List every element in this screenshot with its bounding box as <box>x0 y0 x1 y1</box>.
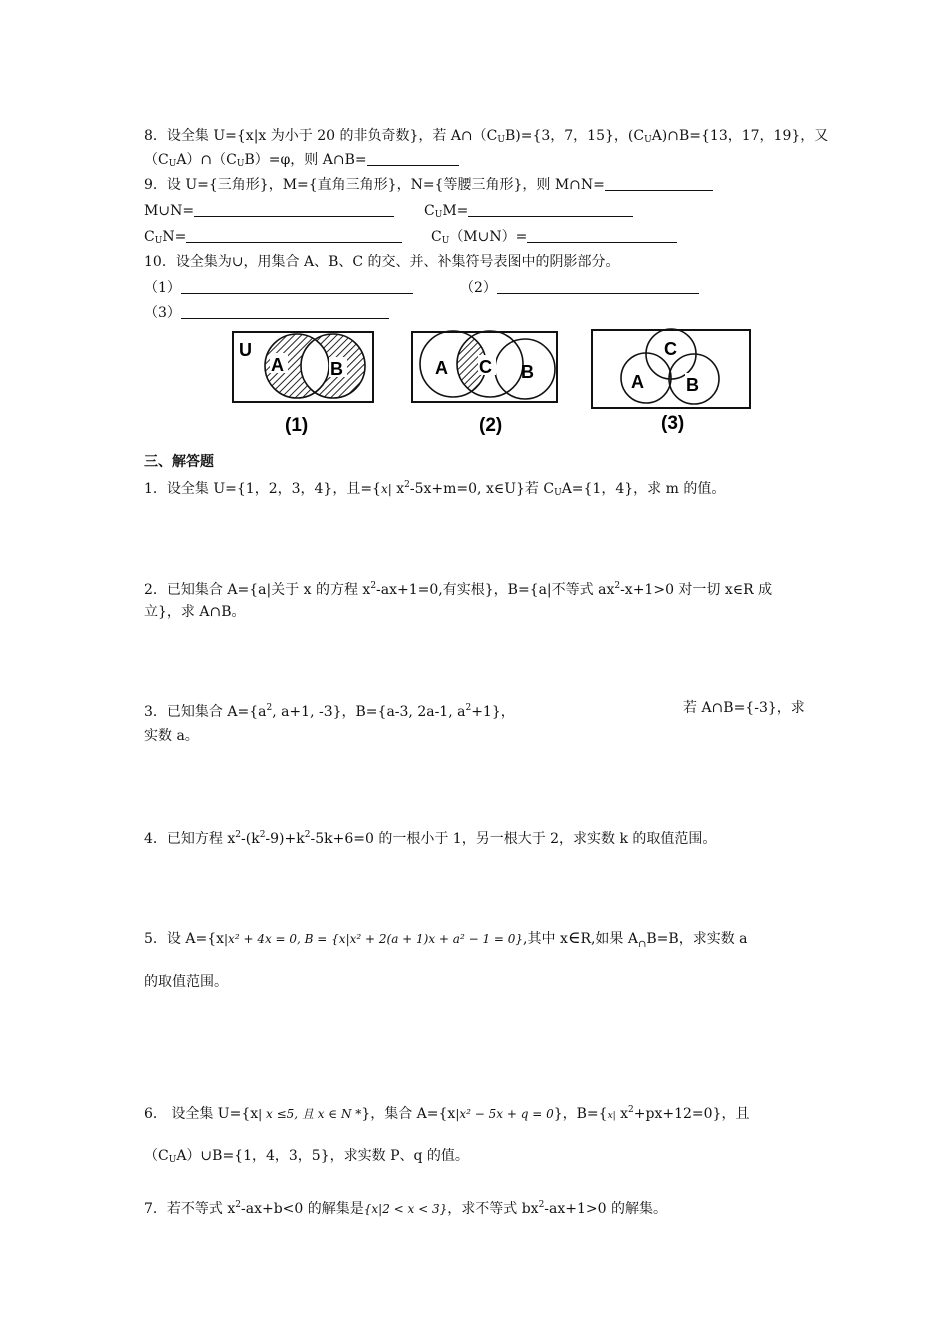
p4-sup3: 2 <box>304 830 311 840</box>
p1-sub: U <box>554 488 562 498</box>
p6-text-g: A）∪B={1，4，3，5}，求实数 P、q 的值。 <box>176 1148 469 1164</box>
venn-figure-2 <box>412 331 557 436</box>
q9-line1 <box>144 175 713 195</box>
p6-line2 <box>144 1146 469 1170</box>
q10-p1-blank[interactable] <box>181 279 413 294</box>
venn3-caption: (3) <box>661 413 685 434</box>
venn1-label-u: U <box>239 340 252 360</box>
venn2-label-a: A <box>435 358 448 378</box>
q8-text-e: A）∩（C <box>176 152 237 168</box>
q9-cumn-label: （M∪N）= <box>449 229 528 245</box>
p2-line1 <box>144 576 772 600</box>
p1-text-c: -5x+m=0, x∈U}若 C <box>409 481 555 497</box>
venn3-label-a: A <box>631 372 644 392</box>
p3-line1 <box>144 698 515 722</box>
p7-sup2: 2 <box>538 1200 545 1210</box>
p1-x: x| <box>380 482 392 496</box>
p5-equation: |x² + 4x = 0, B = {x|x² + 2(a + 1)x + a² − 1 = 0} <box>224 932 524 946</box>
q10-p1-label: （1） <box>144 280 181 296</box>
q9-union-blank[interactable] <box>194 202 394 217</box>
p1-text-d: A={1，4}，求 m 的值。 <box>561 481 726 497</box>
section3-title: 三、解答题 <box>144 454 214 470</box>
p6-text-e: +px+12=0}，且 <box>633 1106 750 1122</box>
p5-element-of: ∈ <box>567 928 581 948</box>
p7-line <box>144 1195 667 1219</box>
p3-text-b: , a+1, -3}，B={a-3, 2a-1, a <box>272 704 466 720</box>
venn1-label-b: B <box>330 359 343 379</box>
q8-answer-blank[interactable] <box>367 151 459 166</box>
p4-text-b: -(k <box>241 831 260 847</box>
p6-equation-2: |x² − 5x + q = 0 <box>455 1107 554 1121</box>
venn-figure-1 <box>233 332 373 436</box>
q8-text-f: B）=φ，则 A∩B= <box>244 152 367 168</box>
p1-text-b: x <box>391 481 405 497</box>
q8-text-b: B)={3，7，15}，(C <box>504 128 645 144</box>
p2-text-b: -ax+1=0,有实根}，B={a|不等式 ax <box>376 582 615 598</box>
q10-text: 10．设全集为∪，用集合 A、B、C 的交、并、补集符号表图中的阴影部分。 <box>144 254 620 270</box>
q10-part1 <box>144 278 413 298</box>
q10-part2 <box>460 278 699 298</box>
p5-line2: 的取值范围。 <box>144 974 228 990</box>
q10-p2-label: （2） <box>460 280 497 296</box>
p3-text-c: +1}， <box>471 704 515 720</box>
venn-figure-3 <box>592 329 750 434</box>
venn1-caption: (1) <box>285 415 309 436</box>
p1-text-a: 1．设全集 U={1，2，3，4}，且={ <box>144 481 381 497</box>
p1-sup: 2 <box>404 480 410 490</box>
q9-cum-sub: U <box>434 210 443 220</box>
q10-p2-blank[interactable] <box>497 279 699 294</box>
p7-text-d: -ax+1>0 的解集。 <box>544 1201 667 1217</box>
p4-sup1: 2 <box>235 830 241 840</box>
p3-sup2: 2 <box>465 703 472 713</box>
q9-cun-c: C <box>144 229 155 245</box>
q8-sub-2: U <box>644 135 652 145</box>
p6-text-a: 6． 设全集 U={x <box>144 1106 259 1122</box>
p6-sup: 2 <box>628 1105 634 1115</box>
q8-line1 <box>144 126 828 150</box>
p5-text-b: ,其中 x <box>523 931 568 947</box>
p3-right: 若 A∩B={-3}，求 <box>683 700 805 716</box>
q9-intersection-blank[interactable] <box>605 176 713 191</box>
p1-line <box>144 475 725 503</box>
q9-text: 9．设 U={三角形}，M={直角三角形}，N={等腰三角形}，则 M∩N= <box>144 177 605 193</box>
q10-part3 <box>144 303 389 323</box>
p3-text-a: 3．已知集合 A={a <box>144 704 267 720</box>
p6-text-c: }，B={ <box>553 1106 608 1122</box>
p6-equation-1: | x ≤5, 且 x ∈ N * <box>258 1107 362 1121</box>
venn-diagrams <box>225 326 765 442</box>
p2-line2: 立}，求 A∩B。 <box>144 604 246 620</box>
venn2-label-b: B <box>521 362 534 382</box>
q8-text-c: A)∩B={13，17，19}，又 <box>651 128 829 144</box>
p7-text-c: ，求不等式 bx <box>447 1201 539 1217</box>
q9-cumn-sub: U <box>441 236 450 246</box>
p2-sup2: 2 <box>614 581 621 591</box>
p2-sup1: 2 <box>370 581 377 591</box>
p6-equation-3: x| <box>607 1111 616 1121</box>
p4-sup2: 2 <box>259 830 266 840</box>
p7-text-a: 7．若不等式 x <box>144 1201 236 1217</box>
p6-text-f: （C <box>144 1148 169 1164</box>
venn1-label-a: A <box>271 355 284 375</box>
q10-p3-blank[interactable] <box>181 304 389 319</box>
p3-line2: 实数 a。 <box>144 728 199 744</box>
q10-line1 <box>144 252 620 272</box>
q8-sub-1: U <box>497 135 505 145</box>
venn2-caption: (2) <box>479 415 503 436</box>
q9-cum <box>424 201 633 225</box>
p6-text-d: x <box>615 1106 629 1122</box>
p4-text-c: -9)+k <box>265 831 305 847</box>
q9-cumn-c: C <box>431 229 442 245</box>
q9-cun-label: N= <box>162 229 187 245</box>
q9-cun-blank[interactable] <box>186 228 402 243</box>
p6-line1 <box>144 1100 749 1126</box>
p6-text-b: }，集合 A={x <box>361 1106 456 1122</box>
q10-p3-label: （3） <box>144 305 181 321</box>
q9-union-label: M∪N= <box>144 203 195 219</box>
venn2-label-c: C <box>479 357 492 377</box>
q9-line2 <box>144 201 394 221</box>
p2-text-c: -x+1>0 对一切 x∈R 成 <box>620 582 773 598</box>
q9-cum-blank[interactable] <box>468 202 633 217</box>
p6-sub: U <box>168 1155 177 1165</box>
q9-cum-label: M= <box>442 203 469 219</box>
q8-line2 <box>144 150 459 174</box>
q8-text-d: （C <box>144 152 169 168</box>
p5-line1 <box>144 928 748 955</box>
p7-sup1: 2 <box>235 1200 241 1210</box>
p5-text-a: 5．设 A={x <box>144 931 225 947</box>
venn3-label-b: B <box>686 375 699 395</box>
p7-equation: {x|2 < x < 3} <box>363 1202 448 1216</box>
p3-sup1: 2 <box>266 703 273 713</box>
p4-text-d: -5k+6=0 的一根小于 1，另一根大于 2，求实数 k 的取值范围。 <box>310 831 717 847</box>
q8-sub-3: U <box>168 159 177 169</box>
p4-text-a: 4．已知方程 x <box>144 831 236 847</box>
p5-text-d: B=B，求实数 a <box>646 931 748 947</box>
venn3-label-c: C <box>664 339 677 359</box>
p4-line <box>144 825 716 849</box>
p7-text-b: -ax+b<0 的解集是 <box>241 1201 364 1217</box>
q8-sub-4: U <box>236 159 245 169</box>
q9-cumn-blank[interactable] <box>527 228 677 243</box>
p5-text-c: R,如果 A <box>580 931 638 947</box>
p5-intersection: ∩ <box>638 939 647 950</box>
q9-cun-sub: U <box>154 236 163 246</box>
p2-text-a: 2．已知集合 A={a|关于 x 的方程 x <box>144 582 371 598</box>
q9-cumn <box>431 227 677 251</box>
q9-cum-c: C <box>424 203 435 219</box>
q8-text-a: 8．设全集 U={x|x 为小于 20 的非负奇数}，若 A∩（C <box>144 128 498 144</box>
q9-line3 <box>144 227 402 251</box>
